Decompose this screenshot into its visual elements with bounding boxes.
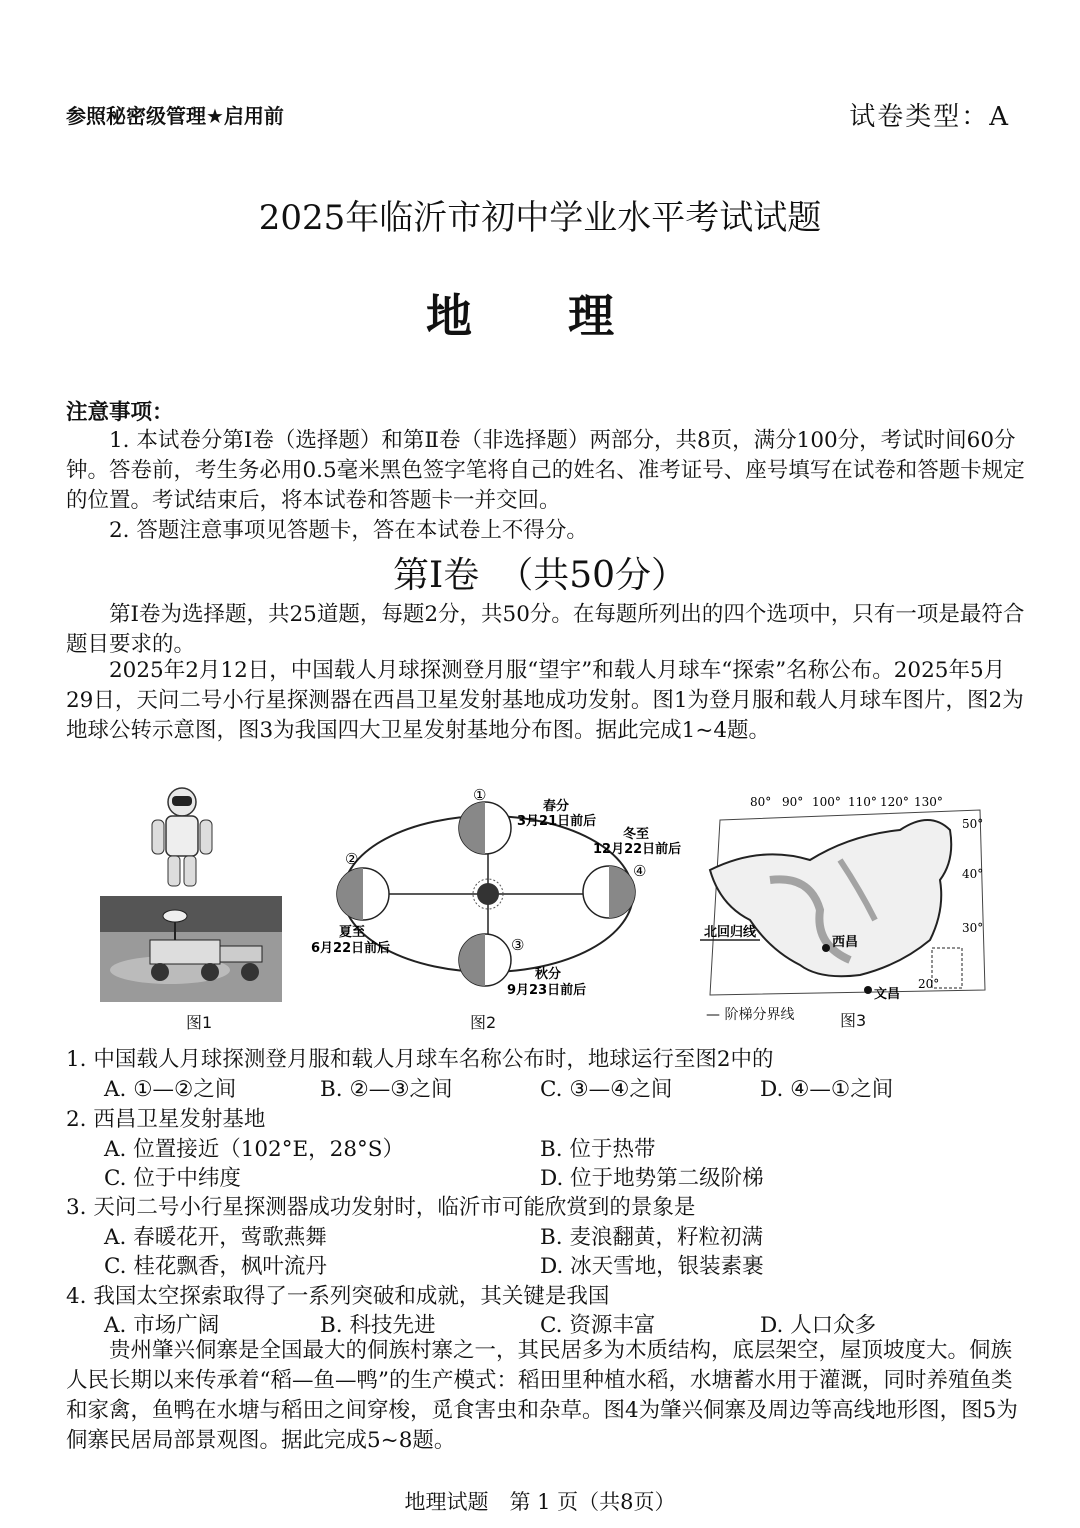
pos-2-label: ② [345, 850, 359, 868]
question-2-stem: 2. 西昌卫星发射基地 [66, 1107, 266, 1132]
earth-winter [583, 866, 635, 918]
notes-heading: 注意事项： [66, 400, 174, 425]
q3-option-c: C. 桂花飘香，枫叶流丹 [104, 1254, 327, 1279]
q3-option-a: A. 春暖花开，莺歌燕舞 [104, 1225, 327, 1250]
lat-50: 50° [962, 817, 984, 831]
material-1: 2025年2月12日，中国载人月球探测登月服“望宇”和载人月球车“探索”名称公布。2025年5月29日，天问二号小行星探测器在西昌卫星发射基地成功发射。图1为登月服和载人月球车图片，图2为地球公转示意图，图3为我国四大卫星发射基地分布图。据此完成1~4题。 [66, 658, 1024, 743]
figure-1-caption: 图1 [186, 1013, 213, 1032]
wenchang-marker [864, 986, 872, 994]
lon-120: 120° [880, 795, 909, 809]
tropic-label: 北回归线 [704, 925, 757, 940]
lat-20: 20° [918, 977, 940, 991]
lon-100: 100° [812, 795, 841, 809]
winter-date: 12月22日前后 [593, 842, 682, 857]
spring-label: 春分 [543, 799, 570, 814]
confidentiality-label: 参照秘密级管理★启用前 [66, 104, 284, 128]
figure-3-legend: — 阶梯分界线 [706, 1007, 795, 1023]
pos-4-label: ④ [633, 862, 647, 880]
notes-item-2: 2. 答题注意事项见答题卡，答在本试卷上不得分。 [109, 518, 588, 543]
lon-80: 80° [750, 795, 772, 809]
notes-item-1: 1. 本试卷分第Ⅰ卷（选择题）和第Ⅱ卷（非选择题）两部分，共8页，满分100分，考试时间60分钟。答卷前，考生务必用0.5毫米黑色签字笔将自己的姓名、准考证号、座号填写在试卷和答题卡规定的位置。考试结束后，将本试卷和答题卡一并交回。 [66, 428, 1025, 513]
xichang-label: 西昌 [832, 935, 859, 950]
q3-option-b: B. 麦浪翻黄，籽粒初满 [540, 1225, 763, 1250]
figure-1-image [100, 780, 290, 1010]
wenchang-label: 文昌 [874, 987, 901, 1002]
q1-option-d: D. ④—①之间 [760, 1077, 894, 1102]
earth-summer [337, 868, 389, 920]
spring-date: 3月21日前后 [517, 814, 597, 829]
paper-type-label: 试卷类型：A [849, 102, 1010, 132]
figure-3 [700, 790, 1000, 1010]
lunar-rover-photo [100, 896, 282, 1002]
lat-40: 40° [962, 867, 984, 881]
sun-icon [477, 883, 499, 905]
question-1-stem: 1. 中国载人月球探测登月服和载人月球车名称公布时，地球运行至图2中的 [66, 1047, 774, 1072]
question-4-stem: 4. 我国太空探索取得了一系列突破和成就，其关键是我国 [66, 1284, 610, 1309]
spacesuit-illustration [152, 788, 212, 886]
figure-1 [100, 780, 290, 1010]
q2-option-b: B. 位于热带 [540, 1137, 656, 1162]
autumn-date: 9月23日前后 [507, 983, 587, 998]
section-title: 第Ⅰ卷 （共50分） [392, 555, 688, 596]
q2-option-d: D. 位于地势第二级阶梯 [540, 1166, 764, 1191]
q4-option-c: C. 资源丰富 [540, 1313, 656, 1338]
q3-option-d: D. 冰天雪地，银装素裹 [540, 1254, 764, 1279]
section-intro: 第Ⅰ卷为选择题，共25道题，每题2分，共50分。在每题所列出的四个选项中，只有一项是最符合题目要求的。 [66, 602, 1025, 657]
earth-spring [459, 802, 511, 854]
summer-label: 夏至 [339, 925, 366, 940]
q2-option-c: C. 位于中纬度 [104, 1166, 241, 1191]
q4-option-d: D. 人口众多 [760, 1313, 877, 1338]
lat-30: 30° [962, 921, 984, 935]
xichang-marker [822, 944, 830, 952]
lon-110: 110° [848, 795, 877, 809]
question-3-stem: 3. 天问二号小行星探测器成功发射时，临沂市可能欣赏到的景象是 [66, 1195, 696, 1220]
summer-date: 6月22日前后 [311, 941, 391, 956]
q2-option-a: A. 位置接近（102°E，28°S） [104, 1137, 405, 1162]
pos-3-label: ③ [511, 936, 525, 954]
winter-label: 冬至 [623, 827, 650, 842]
q1-option-c: C. ③—④之间 [540, 1077, 673, 1102]
autumn-label: 秋分 [535, 967, 562, 982]
subject-title: 地 理 [425, 289, 654, 343]
figure-2 [305, 778, 705, 1010]
q1-option-b: B. ②—③之间 [320, 1077, 453, 1102]
lon-90: 90° [782, 795, 804, 809]
figure-3-caption: 图3 [840, 1011, 867, 1030]
q4-option-a: A. 市场广阔 [104, 1313, 220, 1338]
pos-1-label: ① [473, 786, 487, 804]
q1-option-a: A. ①—②之间 [104, 1077, 237, 1102]
lon-130: 130° [914, 795, 943, 809]
figure-2-caption: 图2 [470, 1013, 497, 1032]
material-2: 贵州肇兴侗寨是全国最大的侗族村寨之一，其民居多为木质结构，底层架空，屋顶坡度大。侗族人民长期以来传承着“稻—鱼—鸭”的生产模式：稻田里种植水稻，水塘蓄水用于灌溉，同时养殖鱼类和家禽，鱼鸭在水塘与稻田之间穿梭，觅食害虫和杂草。图4为肇兴侗寨及周边等高线地形图，图5为侗寨民居局部景观图。据此完成5~8题。 [66, 1338, 1018, 1453]
exam-title: 2025年临沂市初中学业水平考试试题 [258, 198, 822, 238]
earth-autumn [459, 934, 511, 986]
q4-option-b: B. 科技先进 [320, 1313, 436, 1338]
page-footer: 地理试题 第 1 页（共8页） [404, 1490, 676, 1514]
